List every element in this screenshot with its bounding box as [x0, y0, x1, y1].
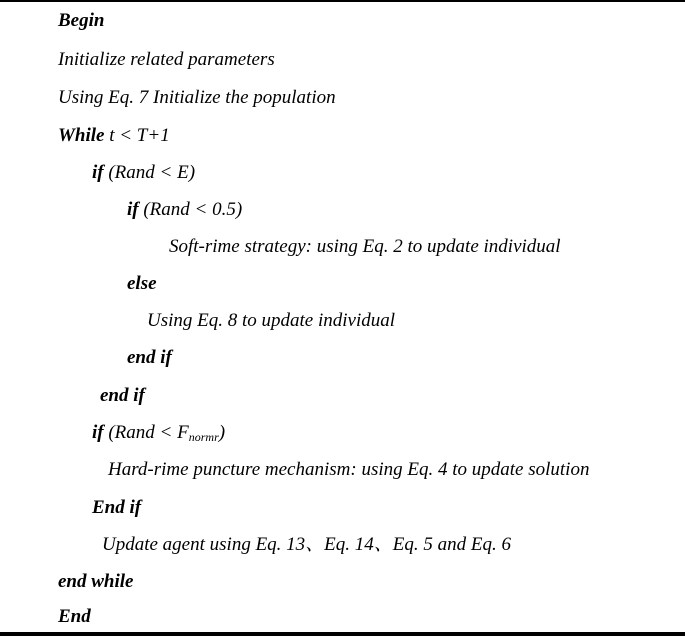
keyword: end if — [100, 385, 145, 406]
algo-line-end-if-inner — [127, 346, 172, 370]
top-rule — [0, 0, 685, 2]
algo-line-end-if-hard — [92, 496, 141, 520]
subscript: normr — [188, 430, 219, 444]
keyword: While — [58, 125, 105, 146]
condition: (Rand < F — [103, 422, 189, 443]
algo-line-end — [58, 605, 91, 629]
algo-line-if-half — [127, 198, 242, 222]
algo-line-eq8 — [147, 309, 395, 333]
algo-line-hard-rime — [108, 458, 589, 482]
algo-line-update-agent — [102, 533, 511, 557]
algo-line-else — [127, 272, 157, 296]
keyword: End — [58, 606, 91, 627]
keyword: if — [127, 199, 139, 220]
keyword: if — [92, 422, 104, 443]
algo-line-init-population — [58, 86, 336, 110]
condition-close: ) — [218, 422, 226, 443]
keyword: if — [92, 162, 104, 183]
algo-line-end-if-outer — [100, 384, 145, 408]
algo-line-if-fnormr — [92, 421, 225, 449]
keyword: Begin — [58, 10, 105, 31]
keyword: else — [127, 273, 157, 294]
keyword: end if — [127, 347, 172, 368]
statement: Soft-rime strategy: using Eq. 2 to update individual — [169, 236, 561, 257]
keyword: End if — [92, 497, 142, 518]
condition: (Rand < 0.5) — [138, 199, 243, 220]
keyword: end while — [58, 571, 134, 592]
algo-line-while — [58, 124, 170, 148]
algo-line-if-e — [92, 161, 195, 185]
bottom-rule — [0, 632, 685, 636]
statement: Update agent using Eq. 13、Eq. 14、Eq. 5 and Eq. 6 — [102, 534, 511, 555]
algo-line-end-while — [58, 570, 133, 594]
statement: Hard-rime puncture mechanism: using Eq. 4 to update solution — [108, 459, 590, 480]
condition: t < T+1 — [104, 125, 170, 146]
statement: Using Eq. 7 Initialize the population — [58, 87, 336, 108]
algo-line-soft-rime — [169, 235, 561, 259]
condition: (Rand < E) — [103, 162, 196, 183]
algo-line-begin — [58, 9, 104, 33]
statement: Using Eq. 8 to update individual — [147, 310, 396, 331]
algo-line-init-params — [58, 48, 275, 72]
statement: Initialize related parameters — [58, 49, 275, 70]
